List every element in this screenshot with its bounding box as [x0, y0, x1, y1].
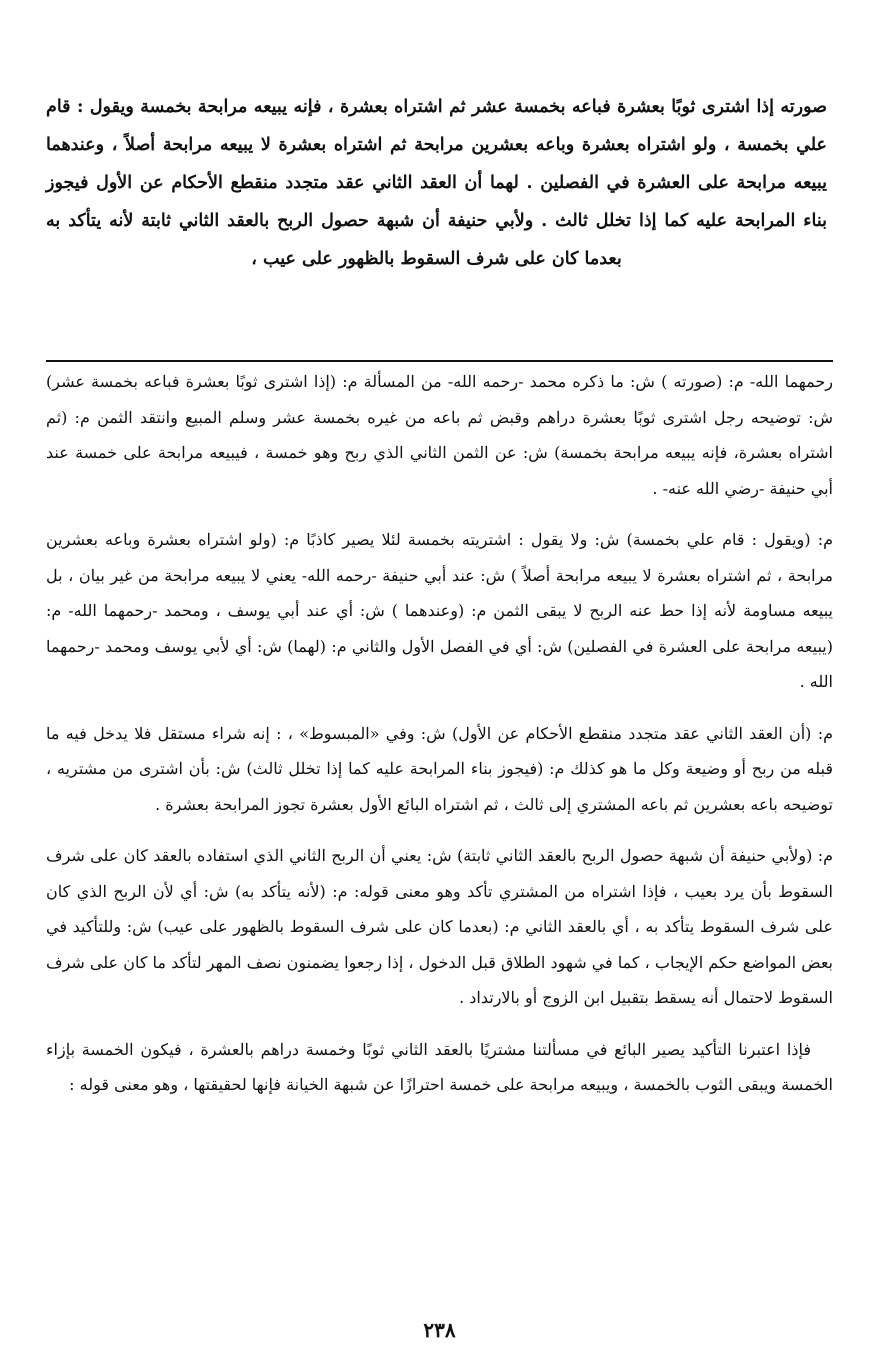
commentary	[46, 364, 833, 1119]
commentary-paragraph-2: م: (ويقول : قام علي بخمسة) ش: ولا يقول : اشتريته بخمسة لئلا يصير كاذبًا م: (ولو اشتراه بعشرة وباعه بعشرين مرابحة ، ثم اشتراه بعشرة لا يبيعه مرابحة أصلاً ) ش: عند أبي حنيفة -رحمه الله- يعني لا يبيعه مرابحة من غير بيان ، بل يبيعه مساومة لأنه إذا حط عنه الربح لا يبقى الثمن م: (وعندهما ) ش: أي عند أبي يوسف ، ومحمد -رحمهما الله- م: (يبيعه مرابحة على العشرة في الفصلين) ش: أي في الفصل الأول والثاني م: (لهما) ش: أي لأبي يوسف ومحمد -رحمهما الله .	[46, 530, 833, 691]
commentary-paragraph-4: م: (ولأبي حنيفة أن شبهة حصول الربح بالعقد الثاني ثابتة) ش: يعني أن الربح الثاني الذي استفاده بالعقد كان على شرف السقوط بأن يرد بعيب ، فإذا اشتراه من المشتري تأكد وهو معنى قوله: م: (لأنه يتأكد به) ش: أي لأن الربح الذي كان على شرف السقوط يتأكد به ، أي بالعقد الثاني م: (بعدما كان على شرف السقوط بالظهور على عيب) ش: وللتأكيد في بعض المواضع حكم الإيجاب ، كما في شهود الطلاق قبل الدخول ، إذا رجعوا يضمنون نصف المهر لتأكد ما كان على شرف السقوط لاحتمال أنه يسقط بتقبيل ابن الزوج أو بالارتداد .	[46, 846, 833, 1007]
commentary-paragraph-3: م: (أن العقد الثاني عقد متجدد منقطع الأحكام عن الأول) ش: وفي «المبسوط» ، : إنه شراء مستقل فلا يدخل فيه ما قبله من ربح أو وضيعة وكل ما هو كذلك م: (فيجوز بناء المرابحة عليه كما إذا تخلل ثالث) ش: بأن اشترى من مشتريه ، توضيحه باعه بعشرين ثم باعه المشتري إلى ثالث ، ثم اشتراه البائع الأول بعشرة تجوز المرابحة بعشرة .	[46, 723, 834, 814]
page-number: ٢٣٨	[423, 1318, 456, 1342]
main-text: صورته إذا اشترى ثوبًا بعشرة فباعه بخمسة عشر ثم اشتراه بعشرة ، فإنه يبيعه مرابحة بخمسة ويقول : قام علي بخمسة ، ولو اشتراه بعشرة وباعه بعشرين مرابحة ثم اشتراه بعشرة لا يبيعه مرابحة أصلاً ، وعندهما يبيعه مرابحة على العشرة في الفصلين . لهما أن العقد الثاني عقد متجدد منقطع الأحكام عن الأول فيجوز بناء المرابحة عليه كما إذا تخلل ثالث . ولأبي حنيفة أن شبهة حصول الربح بالعقد الثاني ثابتة لأنه يتأكد به بعدما كان على شرف السقوط بالظهور على عيب ،	[46, 97, 827, 269]
commentary-paragraph-1: رحمهما الله- م: (صورته ) ش: ما ذكره محمد -رحمه الله- من المسألة م: (إذا اشترى ثوبًا بعشرة فباعه بخمسة عشر) ش: توضيحه رجل اشترى ثوبًا بعشرة دراهم وقبض ثم باعه من غيره بخمسة عشر وسلم المبيع وانتقد الثمن م: (ثم اشتراه بعشرة، فإنه يبيعه مرابحة بخمسة) ش: عن الثمن الثاني الذي ربح وهو خمسة ، فيبيعه مرابحة على خمسة عند أبي حنيفة -رضي الله عنه- .	[46, 372, 833, 498]
commentary-paragraph-5: فإذا اعتبرنا التأكيد يصير البائع في مسألتنا مشتريًا بالعقد الثاني ثوبًا وخمسة دراهم بالعشرة ، فيكون الخمسة بإزاء الخمسة ويبقى الثوب بالخمسة ، ويبيعه مرابحة على خمسة احترازًا عن شبهة الخيانة فإنها لحقيقتها ، وهو معنى قوله :	[46, 1039, 833, 1094]
separator-line	[46, 360, 833, 362]
